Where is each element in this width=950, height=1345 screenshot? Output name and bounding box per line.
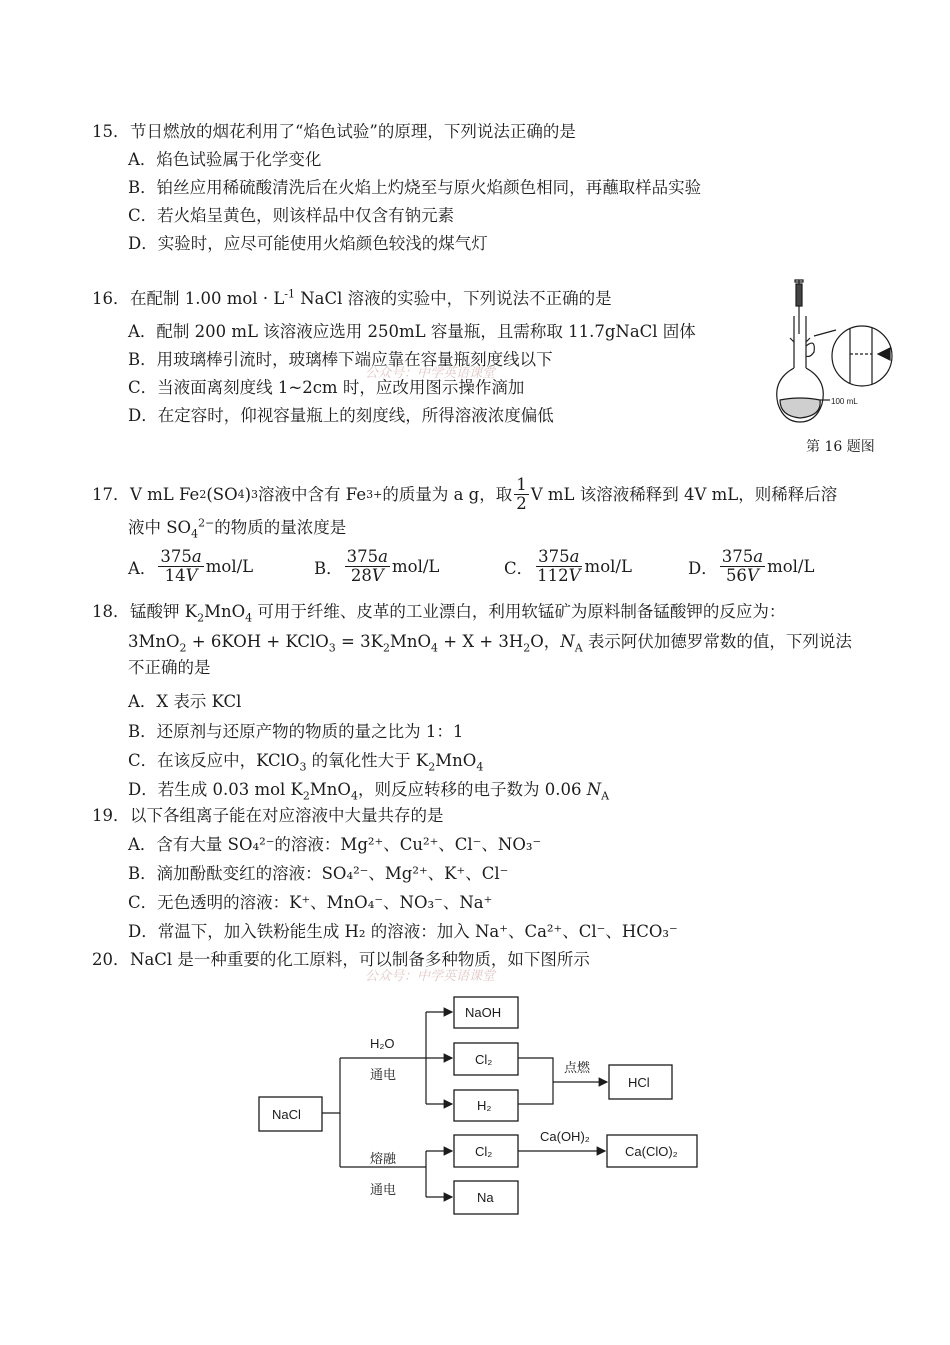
q18-sub: 4	[476, 760, 484, 774]
q18-option-b: B．还原剂与还原产物的物质的量之比为 1：1	[128, 722, 464, 741]
label-naoh: NaOH	[465, 1005, 502, 1020]
q19-option-d: D．常温下，加入铁粉能生成 H₂ 的溶液：加入 Na⁺、Ca²⁺、Cl⁻、HCO₃⁻	[128, 922, 678, 941]
q17-text: (SO	[206, 484, 238, 504]
q17-text: V mL 该溶液稀释到 4V mL，则稀释后溶	[530, 484, 838, 504]
denominator-var: V	[568, 566, 581, 585]
bracket-cl2-h2	[518, 1058, 553, 1104]
q18-eq: = 3K	[335, 632, 383, 651]
q16-option-c: C．当液面离刻度线 1~2cm 时，应改用图示操作滴加	[128, 378, 525, 397]
q18-sub: 4	[350, 789, 358, 803]
q18-text: MnO	[435, 751, 477, 770]
numerator-number: 375	[346, 547, 379, 566]
denominator-var: V	[746, 566, 759, 585]
q18-sub: A	[574, 641, 583, 655]
fraction-denominator: 2	[516, 494, 527, 513]
q16-stem-part: 在配制 1.00 mol · L	[130, 289, 285, 308]
q20-number: 20．	[92, 950, 130, 969]
fraction-numerator: 1	[516, 475, 527, 494]
q16-superscript: -1	[284, 287, 295, 301]
label-cl2-bottom: Cl₂	[475, 1144, 493, 1159]
q18-eq: MnO	[389, 632, 431, 651]
option-label: D．	[688, 558, 718, 578]
q18-text: D．若生成 0.03 mol K	[128, 780, 303, 799]
label-ronghua: 熔融	[370, 1151, 397, 1166]
q18-eq: + X + 3H	[438, 632, 524, 651]
q16-option-b: B．用玻璃棒引流时，玻璃棒下端应靠在容量瓶刻度线以下	[128, 350, 553, 369]
q17-text: 溶液中含有 Fe	[258, 484, 367, 504]
denominator-number: 28	[350, 566, 372, 585]
q15-number: 15．	[92, 122, 130, 141]
q19-option-c: C．无色透明的溶液：K⁺、MnO₄⁻、NO₃⁻、Na⁺	[128, 893, 493, 912]
q18-text: ，则反应转移的电子数为 0.06	[357, 780, 587, 799]
q18-sub: 2	[523, 641, 531, 655]
q19-option-a: A．含有大量 SO₄²⁻的溶液：Mg²⁺、Cu²⁺、Cl⁻、NO₃⁻	[128, 835, 542, 854]
q17-stem-line: 17． V mL Fe 2 (SO 4 ) 3 溶液中含有 Fe 3+ 的质量为 a g，取 $\frac{1}{2}$ V mL 该溶液稀释到 4V mL，则稀释后溶	[92, 475, 838, 513]
denominator-var: V	[185, 566, 198, 585]
q18-emphasis: 不正确	[128, 658, 178, 677]
q15-option-b: B．铂丝应用稀硫酸清洗后在火焰上灼烧至与原火焰颜色相同，再蘸取样品实验	[128, 178, 702, 197]
numerator-number: 375	[538, 547, 570, 566]
q16-option-a: A．配制 200 mL 该溶液应选用 250mL 容量瓶，且需称取 11.7gNaCl 固体	[128, 322, 696, 341]
option-label: B．	[314, 558, 343, 578]
label-caclo2: Ca(ClO)₂	[625, 1144, 678, 1159]
q18-sub: 2	[302, 789, 310, 803]
q17-text: )	[244, 484, 252, 504]
q18-eq: 3MnO	[128, 632, 180, 651]
label-nacl: NaCl	[272, 1107, 301, 1122]
q18-sub: 3	[299, 760, 307, 774]
q20-stem: NaCl 是一种重要的化工原料，可以制备多种物质，如下图所示	[130, 950, 590, 969]
q18-text: C．在该反应中，KClO	[128, 751, 300, 770]
option-unit: mol/L	[584, 557, 632, 576]
q16-stem-part: NaCl 溶液的实验中，下列说法	[295, 289, 530, 308]
q18-sub: 2	[382, 641, 390, 655]
q16-number: 16．	[92, 289, 130, 308]
q19-number: 19．	[92, 806, 130, 825]
connector-nacl	[322, 1058, 340, 1167]
q18-sub: 2	[179, 641, 187, 655]
q17-sup: 2−	[198, 516, 215, 530]
q18-text: 锰酸钾 K	[130, 602, 198, 621]
numerator-var: a	[753, 547, 764, 566]
q19-stem: 以下各组离子能在对应溶液中大量共存的是	[130, 806, 444, 825]
q18-option-a: A．X 表示 KCl	[128, 692, 242, 711]
q17-text: 的质量为 a g，取	[382, 484, 513, 504]
q18-eq: 表示阿伏加德罗常数的值，下列说法	[582, 632, 852, 651]
q15-option-d: D．实验时，应尽可能使用火焰颜色较浅的煤气灯	[128, 234, 488, 253]
watermark: 公众号：中学英语课堂	[365, 969, 496, 984]
watermark: 公众号：中学英语课堂	[365, 366, 496, 381]
label-h2o: H₂O	[370, 1036, 395, 1051]
q18-sub: A	[601, 789, 610, 803]
q18-text: 可用于纤维、皮革的工业漂白，利用软锰矿为原料制备锰酸钾的反应为：	[252, 602, 786, 621]
q15-option-c: C．若火焰呈黄色，则该样品中仅含有钠元素	[128, 206, 455, 225]
denominator-var: V	[371, 566, 384, 585]
q18-sub: 2	[428, 760, 436, 774]
q17-text: V mL Fe	[130, 484, 200, 504]
numerator-number: 375	[160, 547, 192, 566]
option-unit: mol/L	[767, 557, 815, 576]
q18-sub: 4	[245, 611, 253, 625]
option-unit: mol/L	[205, 557, 254, 576]
q17-text: 液中 SO	[128, 518, 192, 537]
q16-stem-part: 的是	[578, 289, 612, 308]
q18-eq: + 6KOH + KClO	[186, 632, 329, 651]
q17-text: 的物质的量浓度是	[214, 518, 347, 537]
label-cl2-top: Cl₂	[475, 1052, 493, 1067]
label-dianran: 点燃	[564, 1060, 591, 1075]
label-tongdian-2: 通电	[370, 1182, 397, 1197]
denominator-number: 56	[725, 566, 747, 585]
option-unit: mol/L	[391, 557, 440, 576]
q18-text: 的氧化性大于 K	[306, 751, 429, 770]
denominator-number: 112	[537, 566, 569, 585]
q15-option-a: A．焰色试验属于化学变化	[128, 150, 322, 169]
label-tongdian-1: 通电	[370, 1067, 397, 1082]
q18-sub: 4	[431, 641, 438, 655]
label-h2: H₂	[477, 1098, 492, 1113]
denominator-number: 14	[164, 566, 186, 585]
q17-number: 17．	[92, 484, 130, 504]
q18-sub: 3	[328, 641, 336, 655]
q16-option-d: D．在定容时，仰视容量瓶上的刻度线，所得溶液浓度偏低	[128, 406, 554, 425]
q18-text: 的是	[177, 658, 211, 677]
q18-text: N	[586, 780, 602, 799]
q18-sub: 2	[197, 611, 205, 625]
q18-eq: O，	[530, 632, 561, 651]
q18-eq: N	[560, 632, 575, 651]
q16-emphasis: 不正确	[529, 289, 579, 308]
q17-sub: 4	[191, 527, 199, 541]
numerator-number: 375	[721, 547, 754, 566]
q15-stem: 节日燃放的烟花利用了“焰色试验”的原理，下列说法正确的是	[130, 122, 576, 141]
numerator-var: a	[378, 547, 388, 566]
flask-capacity-label: 100 mL	[831, 397, 858, 406]
q18-text: MnO	[309, 780, 351, 799]
q18-text: MnO	[204, 602, 246, 621]
q16-figure-caption: 第 16 题图	[806, 439, 875, 455]
numerator-var: a	[191, 547, 202, 566]
numerator-var: a	[569, 547, 580, 566]
label-caoh2: Ca(OH)₂	[540, 1129, 590, 1144]
q19-option-b: B．滴加酚酞变红的溶液：SO₄²⁻、Mg²⁺、K⁺、Cl⁻	[128, 864, 509, 883]
label-na: Na	[477, 1190, 494, 1205]
option-label: A．	[128, 558, 157, 578]
label-hcl: HCl	[628, 1075, 650, 1090]
q18-number: 18．	[92, 602, 130, 621]
option-label: C．	[504, 558, 534, 578]
